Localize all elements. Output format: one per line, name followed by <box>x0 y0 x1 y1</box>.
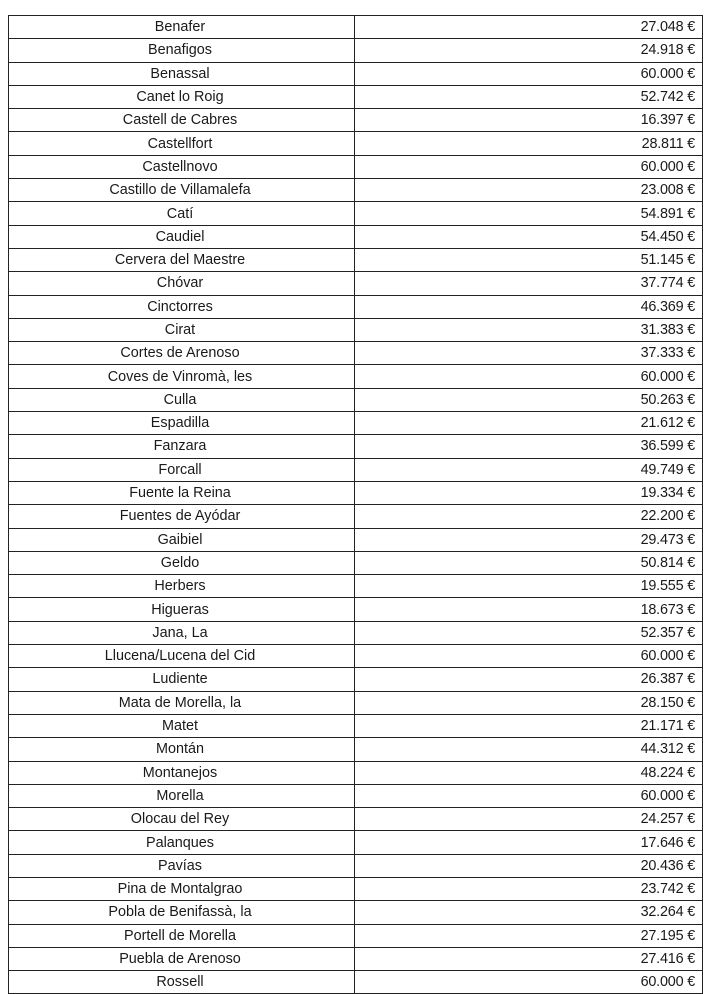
table-row <box>9 179 703 202</box>
amount-cell: 23.008 € <box>355 179 703 202</box>
amount-cell: 24.257 € <box>355 808 703 831</box>
table-row <box>9 155 703 178</box>
municipality-cell: Montán <box>9 738 355 761</box>
table-row <box>9 621 703 644</box>
municipality-cell: Palanques <box>9 831 355 854</box>
table-row <box>9 901 703 924</box>
amount-cell: 60.000 € <box>355 784 703 807</box>
table-row <box>9 808 703 831</box>
table-row <box>9 831 703 854</box>
municipality-cell: Herbers <box>9 575 355 598</box>
amount-cell: 51.145 € <box>355 248 703 271</box>
table-row <box>9 645 703 668</box>
amount-cell: 19.334 € <box>355 481 703 504</box>
municipality-cell: Higueras <box>9 598 355 621</box>
municipality-cell: Castell de Cabres <box>9 109 355 132</box>
table-row <box>9 784 703 807</box>
table-row <box>9 16 703 39</box>
municipality-cell: Benafer <box>9 16 355 39</box>
table-row <box>9 62 703 85</box>
amount-cell: 27.416 € <box>355 947 703 970</box>
amount-cell: 54.891 € <box>355 202 703 225</box>
table-row <box>9 435 703 458</box>
municipality-cell: Benafigos <box>9 39 355 62</box>
table-row <box>9 225 703 248</box>
amount-cell: 60.000 € <box>355 971 703 994</box>
table-row <box>9 132 703 155</box>
amount-cell: 60.000 € <box>355 365 703 388</box>
municipality-cell: Cirat <box>9 318 355 341</box>
municipality-cell: Portell de Morella <box>9 924 355 947</box>
municipality-cell: Benassal <box>9 62 355 85</box>
amount-cell: 36.599 € <box>355 435 703 458</box>
municipality-cell: Pobla de Benifassà, la <box>9 901 355 924</box>
amount-cell: 17.646 € <box>355 831 703 854</box>
table-row <box>9 714 703 737</box>
municipality-cell: Castellnovo <box>9 155 355 178</box>
municipality-cell: Cortes de Arenoso <box>9 342 355 365</box>
municipality-cell: Chóvar <box>9 272 355 295</box>
amount-cell: 46.369 € <box>355 295 703 318</box>
table-row <box>9 318 703 341</box>
table-body <box>9 16 703 994</box>
amount-cell: 19.555 € <box>355 575 703 598</box>
amount-cell: 22.200 € <box>355 505 703 528</box>
amount-cell: 50.263 € <box>355 388 703 411</box>
document-page <box>8 15 702 994</box>
municipality-cell: Canet lo Roig <box>9 85 355 108</box>
municipality-cell: Pina de Montalgrao <box>9 877 355 900</box>
municipality-cell: Castellfort <box>9 132 355 155</box>
amount-cell: 54.450 € <box>355 225 703 248</box>
table-row <box>9 272 703 295</box>
municipality-cell: Fuente la Reina <box>9 481 355 504</box>
amount-cell: 52.357 € <box>355 621 703 644</box>
amount-cell: 16.397 € <box>355 109 703 132</box>
amount-cell: 60.000 € <box>355 62 703 85</box>
municipality-cell: Geldo <box>9 551 355 574</box>
amount-cell: 60.000 € <box>355 645 703 668</box>
table-row <box>9 947 703 970</box>
amount-cell: 28.811 € <box>355 132 703 155</box>
amount-cell: 21.612 € <box>355 412 703 435</box>
table-row <box>9 248 703 271</box>
table-row <box>9 388 703 411</box>
municipality-cell: Cinctorres <box>9 295 355 318</box>
table-row <box>9 85 703 108</box>
table-row <box>9 528 703 551</box>
amount-cell: 60.000 € <box>355 155 703 178</box>
amount-cell: 20.436 € <box>355 854 703 877</box>
table-row <box>9 109 703 132</box>
municipality-cell: Catí <box>9 202 355 225</box>
amount-cell: 31.383 € <box>355 318 703 341</box>
amount-cell: 50.814 € <box>355 551 703 574</box>
amount-cell: 49.749 € <box>355 458 703 481</box>
municipality-cell: Matet <box>9 714 355 737</box>
municipality-cell: Fanzara <box>9 435 355 458</box>
table-row <box>9 365 703 388</box>
table-row <box>9 458 703 481</box>
municipality-cell: Olocau del Rey <box>9 808 355 831</box>
amount-cell: 32.264 € <box>355 901 703 924</box>
table-row <box>9 575 703 598</box>
table-row <box>9 924 703 947</box>
table-row <box>9 854 703 877</box>
municipality-cell: Coves de Vinromà, les <box>9 365 355 388</box>
municipality-cell: Fuentes de Ayódar <box>9 505 355 528</box>
amount-cell: 29.473 € <box>355 528 703 551</box>
municipality-cell: Montanejos <box>9 761 355 784</box>
table-row <box>9 295 703 318</box>
amount-cell: 26.387 € <box>355 668 703 691</box>
amount-cell: 27.195 € <box>355 924 703 947</box>
municipality-cell: Caudiel <box>9 225 355 248</box>
amount-cell: 52.742 € <box>355 85 703 108</box>
amount-cell: 23.742 € <box>355 877 703 900</box>
amount-cell: 28.150 € <box>355 691 703 714</box>
table-row <box>9 877 703 900</box>
municipality-cell: Espadilla <box>9 412 355 435</box>
table-row <box>9 691 703 714</box>
table-row <box>9 738 703 761</box>
municipality-cell: Ludiente <box>9 668 355 691</box>
table-row <box>9 505 703 528</box>
municipality-cell: Rossell <box>9 971 355 994</box>
municipality-allocation-table <box>8 15 703 994</box>
table-row <box>9 481 703 504</box>
table-row <box>9 202 703 225</box>
municipality-cell: Puebla de Arenoso <box>9 947 355 970</box>
municipality-cell: Cervera del Maestre <box>9 248 355 271</box>
municipality-cell: Llucena/Lucena del Cid <box>9 645 355 668</box>
amount-cell: 37.333 € <box>355 342 703 365</box>
amount-cell: 37.774 € <box>355 272 703 295</box>
table-row <box>9 668 703 691</box>
table-row <box>9 342 703 365</box>
amount-cell: 27.048 € <box>355 16 703 39</box>
municipality-cell: Gaibiel <box>9 528 355 551</box>
table-row <box>9 971 703 994</box>
municipality-cell: Pavías <box>9 854 355 877</box>
amount-cell: 18.673 € <box>355 598 703 621</box>
amount-cell: 48.224 € <box>355 761 703 784</box>
table-row <box>9 551 703 574</box>
table-row <box>9 412 703 435</box>
table-row <box>9 598 703 621</box>
table-row <box>9 39 703 62</box>
municipality-cell: Mata de Morella, la <box>9 691 355 714</box>
municipality-cell: Forcall <box>9 458 355 481</box>
municipality-cell: Jana, La <box>9 621 355 644</box>
amount-cell: 24.918 € <box>355 39 703 62</box>
amount-cell: 21.171 € <box>355 714 703 737</box>
municipality-cell: Culla <box>9 388 355 411</box>
municipality-cell: Castillo de Villamalefa <box>9 179 355 202</box>
table-row <box>9 761 703 784</box>
municipality-cell: Morella <box>9 784 355 807</box>
amount-cell: 44.312 € <box>355 738 703 761</box>
